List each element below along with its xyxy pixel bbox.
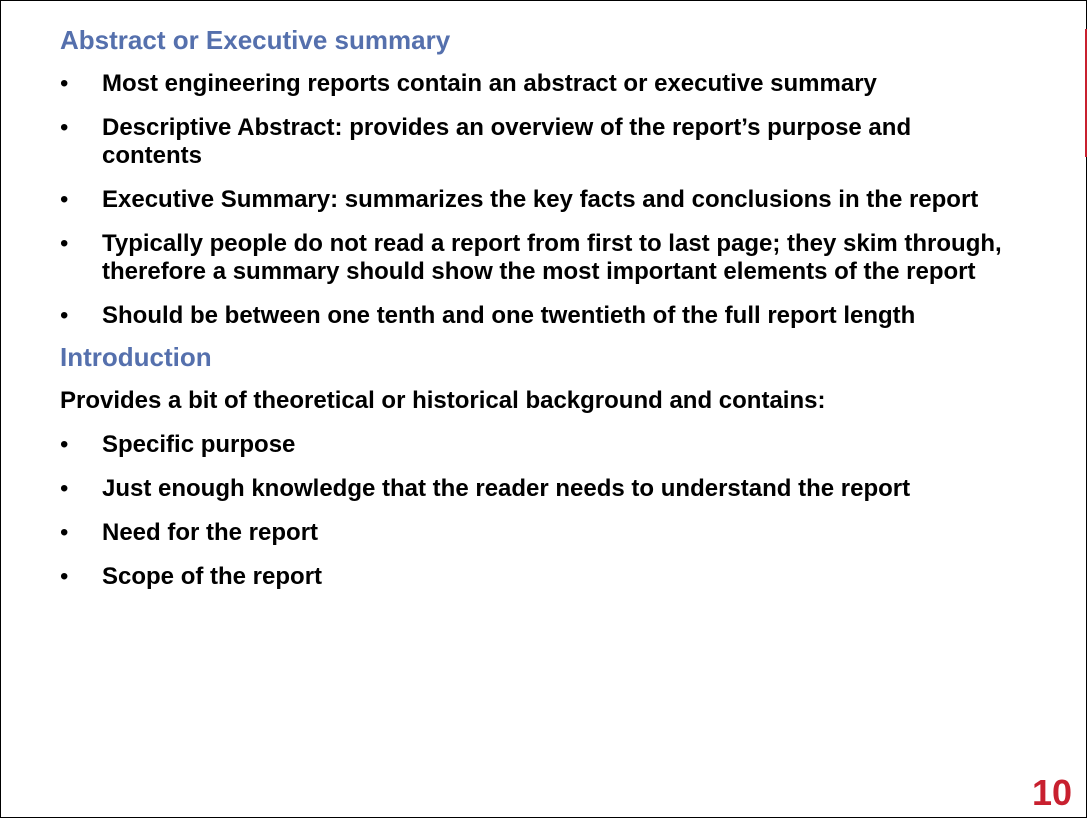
introduction-bullet-list bbox=[60, 431, 1000, 591]
bullet-text: Specific purpose bbox=[102, 431, 296, 458]
bullet-text: Executive Summary: summarizes the key facts and conclusions in the report bbox=[102, 186, 979, 213]
bullet-marker: • bbox=[60, 186, 69, 213]
bullet-marker: • bbox=[60, 230, 69, 257]
introduction-bullet-1 bbox=[60, 431, 982, 459]
introduction-lead: Provides a bit of theoretical or historical background and contains: bbox=[60, 387, 826, 414]
bullet-text: Typically people do not read a report from first to last page; they skim through, therefore a summary should show the most important elements of the report bbox=[102, 230, 1002, 285]
bullet-marker: • bbox=[60, 70, 69, 97]
introduction-bullet-3 bbox=[60, 519, 982, 547]
bullet-text: Most engineering reports contain an abstract or executive summary bbox=[102, 70, 877, 97]
abstract-bullet-1 bbox=[60, 70, 1012, 98]
bullet-text: Just enough knowledge that the reader needs to understand the report bbox=[102, 475, 911, 502]
bullet-marker: • bbox=[60, 563, 69, 590]
page-number: 10 bbox=[1031, 772, 1072, 813]
bullet-text: Should be between one tenth and one twentieth of the full report length bbox=[102, 302, 916, 329]
bullet-text: Descriptive Abstract: provides an overview of the report’s purpose and contents bbox=[102, 114, 912, 169]
introduction-bullet-2 bbox=[60, 475, 952, 503]
introduction-section bbox=[60, 340, 1000, 591]
introduction-heading: Introduction bbox=[60, 342, 212, 372]
bullet-marker: • bbox=[60, 302, 69, 329]
bullet-text: Need for the report bbox=[102, 519, 319, 546]
bullet-marker: • bbox=[60, 431, 69, 458]
bullet-marker: • bbox=[60, 114, 69, 141]
bullet-text: Scope of the report bbox=[102, 563, 323, 590]
bullet-marker: • bbox=[60, 519, 69, 546]
introduction-bullet-4 bbox=[60, 563, 982, 591]
bullet-marker: • bbox=[60, 475, 69, 502]
abstract-bullet-2 bbox=[60, 114, 982, 170]
abstract-section bbox=[60, 23, 1000, 330]
slide-content bbox=[60, 23, 1000, 591]
abstract-bullet-4 bbox=[60, 230, 1002, 286]
abstract-heading: Abstract or Executive summary bbox=[60, 25, 451, 55]
abstract-bullet-3 bbox=[60, 186, 982, 214]
abstract-bullet-5 bbox=[60, 302, 962, 330]
abstract-bullet-list bbox=[60, 70, 1000, 330]
